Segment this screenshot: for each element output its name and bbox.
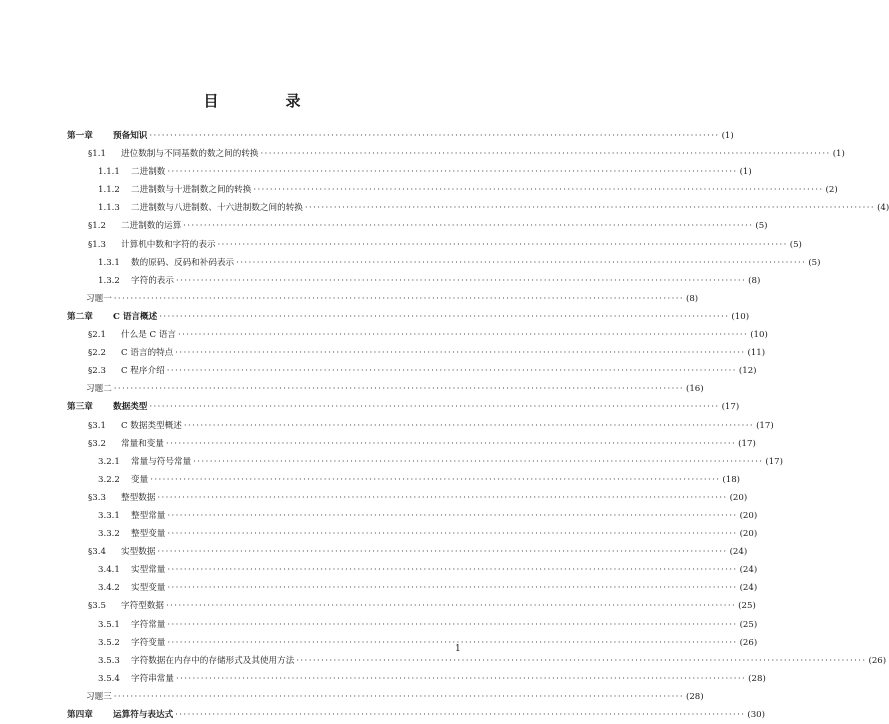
toc-entry-number: §3.2 xyxy=(88,438,106,449)
toc-entry-page: (24) xyxy=(739,565,758,576)
dot-leader xyxy=(175,706,745,724)
toc-entry-title: 数的原码、反码和补码表示 xyxy=(131,257,235,268)
dot-leader xyxy=(167,561,737,579)
dot-leader xyxy=(183,217,753,235)
toc-entry-page: (11) xyxy=(747,348,766,359)
toc-entry-page: (28) xyxy=(748,673,766,684)
toc-entry-title: 习题一 xyxy=(86,293,112,304)
toc-entry-number: §2.2 xyxy=(88,348,106,359)
toc-entry xyxy=(67,579,758,597)
toc-entry xyxy=(67,597,756,615)
toc-entry-title: 实型变量 xyxy=(131,583,166,594)
toc-entry xyxy=(67,453,784,471)
toc-entry-title: 计算机中数和字符的表示 xyxy=(121,239,216,250)
toc-entry-title: 字符的表示 xyxy=(131,275,174,286)
dot-leader xyxy=(176,272,746,290)
toc-entry xyxy=(67,181,838,199)
toc-entry xyxy=(67,706,766,724)
toc-entry xyxy=(67,652,887,670)
toc-entry xyxy=(67,199,889,217)
dot-leader xyxy=(114,380,684,398)
toc-entry-title: 字符变量 xyxy=(131,637,166,648)
toc-entry-title: 常量和变量 xyxy=(121,438,164,449)
toc-entry-title: 二进制数与八进制数、十六进制数之间的转换 xyxy=(131,203,303,214)
dot-leader xyxy=(167,163,737,181)
toc-entry-title: 字符串常量 xyxy=(131,673,174,684)
toc-entry-number: 3.5.4 xyxy=(98,673,120,684)
toc-entry xyxy=(67,254,821,272)
dot-leader xyxy=(218,236,788,254)
toc-entry-title: C 语言的特点 xyxy=(121,348,174,359)
dot-leader xyxy=(236,254,806,272)
toc-entry-title: 整型数据 xyxy=(121,492,156,503)
toc-entry-page: (8) xyxy=(748,275,761,286)
toc-entry-page: (24) xyxy=(729,547,748,558)
toc-entry-number: §1.1 xyxy=(88,149,106,160)
toc-entry-page: (24) xyxy=(739,583,758,594)
toc-entry-title: C 数据类型概述 xyxy=(121,420,182,431)
toc-entry-title: 变量 xyxy=(131,474,149,485)
dot-leader xyxy=(167,579,737,597)
toc-entry xyxy=(67,525,758,543)
toc-entry-page: (12) xyxy=(738,366,757,377)
toc-entry-page: (1) xyxy=(739,167,752,178)
toc-entry-title: 字符常量 xyxy=(131,619,166,630)
toc-entry-page: (10) xyxy=(731,311,750,322)
toc-entry-title: 预备知识 xyxy=(113,131,148,141)
toc-entry-number: 3.5.3 xyxy=(98,655,120,666)
dot-leader xyxy=(184,417,754,435)
toc-entry-number: §3.1 xyxy=(88,420,106,431)
toc-entry-page: (17) xyxy=(738,438,756,449)
toc-entry-page: (5) xyxy=(789,239,802,250)
toc-entry-title: 二进制数 xyxy=(131,167,166,178)
dot-leader xyxy=(114,290,684,308)
toc-entry xyxy=(67,217,768,235)
toc-entry-title: 常量与符号常量 xyxy=(131,456,192,467)
toc-entry xyxy=(67,163,752,181)
toc-entry-title: 数据类型 xyxy=(113,402,148,413)
toc-entry-page: (17) xyxy=(765,456,784,467)
toc-entry-number: §3.4 xyxy=(88,547,106,558)
dot-leader xyxy=(166,435,736,453)
toc-entry-page: (28) xyxy=(685,691,704,702)
toc-entry-number: 1.1.3 xyxy=(98,203,120,214)
toc-entry xyxy=(67,670,766,688)
dot-leader xyxy=(305,199,875,217)
toc-entry-number: 3.5.2 xyxy=(98,637,120,648)
dot-leader xyxy=(176,670,746,688)
toc-entry xyxy=(67,290,699,308)
dot-leader xyxy=(157,489,727,507)
toc-entry-number: 3.3.1 xyxy=(98,510,120,521)
dot-leader xyxy=(167,362,737,380)
dot-leader xyxy=(114,688,684,706)
toc-entry-number: 第三章 xyxy=(67,402,93,413)
toc-entry-page: (16) xyxy=(685,384,704,395)
dot-leader xyxy=(167,507,737,525)
dot-leader xyxy=(193,453,763,471)
toc-entry xyxy=(67,634,758,652)
toc-entry-title: 运算符与表达式 xyxy=(113,710,174,720)
toc-entry-title: C 程序介绍 xyxy=(121,366,165,377)
toc-entry xyxy=(67,561,758,579)
toc-entry-number: 1.1.1 xyxy=(98,167,120,178)
dot-leader xyxy=(261,145,831,163)
toc-entry-number: 1.1.2 xyxy=(98,185,120,196)
toc-entry xyxy=(67,688,704,706)
toc-entry-page: (20) xyxy=(739,529,758,540)
toc-entry-title: 进位数制与不同基数的数之间的转换 xyxy=(121,149,259,160)
toc-entry-number: §2.1 xyxy=(88,330,106,341)
dot-leader xyxy=(296,652,866,670)
toc-entry-title: 实型常量 xyxy=(131,565,166,576)
toc-entry-number: 1.3.2 xyxy=(98,275,120,286)
toc-entry-title: 整型常量 xyxy=(131,510,166,521)
toc-entry-title: 什么是 C 语言 xyxy=(121,330,177,341)
toc-entry-title: 整型变量 xyxy=(131,529,166,540)
toc-entry xyxy=(67,145,845,163)
toc-entry-page: (8) xyxy=(685,293,699,304)
table-of-contents xyxy=(67,127,889,724)
toc-entry xyxy=(67,417,774,435)
toc-entry-number: 第四章 xyxy=(67,710,93,720)
dot-leader xyxy=(175,344,745,362)
dot-leader xyxy=(253,181,823,199)
dot-leader xyxy=(167,616,737,634)
toc-entry-number: §3.3 xyxy=(88,492,106,503)
toc-entry xyxy=(67,380,704,398)
toc-entry xyxy=(67,398,740,416)
toc-entry-title: C 语言概述 xyxy=(113,311,158,322)
toc-entry-number: §2.3 xyxy=(88,366,106,377)
toc-entry-page: (5) xyxy=(808,257,821,268)
dot-leader xyxy=(157,543,727,561)
toc-entry-page: (20) xyxy=(729,492,748,503)
toc-entry-page: (1) xyxy=(721,131,734,141)
toc-entry-page: (17) xyxy=(756,420,774,431)
toc-entry-title: 二进制数的运算 xyxy=(121,221,182,232)
toc-entry xyxy=(67,236,802,254)
dot-leader xyxy=(149,398,719,416)
toc-entry-number: 3.5.1 xyxy=(98,619,120,630)
toc-entry-number: 3.4.1 xyxy=(98,565,120,576)
toc-entry-page: (25) xyxy=(739,619,758,630)
toc-entry-page: (4) xyxy=(877,203,889,214)
dot-leader xyxy=(150,471,720,489)
toc-entry-title: 习题三 xyxy=(86,691,112,702)
toc-entry xyxy=(67,308,750,326)
toc-entry xyxy=(67,127,734,145)
toc-entry-number: §3.5 xyxy=(88,601,106,612)
toc-entry xyxy=(67,616,758,634)
page-number: 1 xyxy=(455,644,461,654)
toc-entry-page: (5) xyxy=(755,221,768,232)
dot-leader xyxy=(167,525,737,543)
toc-entry-page: (10) xyxy=(750,330,768,341)
toc-entry-title: 二进制数与十进制数之间的转换 xyxy=(131,185,252,196)
dot-leader xyxy=(167,634,737,652)
toc-entry xyxy=(67,507,758,525)
toc-entry-page: (2) xyxy=(825,185,838,196)
dot-leader xyxy=(159,308,729,326)
toc-entry-number: 第一章 xyxy=(67,131,93,141)
toc-entry xyxy=(67,489,748,507)
toc-entry-number: §1.2 xyxy=(88,221,106,232)
toc-entry-page: (1) xyxy=(832,149,845,160)
toc-entry xyxy=(67,344,766,362)
toc-entry-number: §1.3 xyxy=(88,239,106,250)
page-title: 目 录 xyxy=(203,92,327,110)
toc-entry xyxy=(67,362,757,380)
dot-leader xyxy=(178,326,748,344)
dot-leader xyxy=(166,597,736,615)
toc-entry-number: 1.3.1 xyxy=(98,257,120,268)
toc-entry-title: 习题二 xyxy=(86,384,112,395)
toc-entry-page: (18) xyxy=(722,474,741,485)
toc-entry xyxy=(67,543,748,561)
toc-entry-number: 3.2.2 xyxy=(98,474,120,485)
toc-entry-page: (26) xyxy=(739,637,758,648)
toc-entry-number: 3.3.2 xyxy=(98,529,120,540)
toc-entry xyxy=(67,272,761,290)
toc-entry xyxy=(67,435,756,453)
toc-entry-page: (20) xyxy=(739,510,758,521)
dot-leader xyxy=(149,127,719,145)
toc-entry-title: 实型数据 xyxy=(121,547,156,558)
toc-entry-number: 3.4.2 xyxy=(98,583,120,594)
toc-entry-title: 字符型数据 xyxy=(121,601,164,612)
toc-entry-page: (26) xyxy=(868,655,887,666)
toc-entry-number: 3.2.1 xyxy=(98,456,120,467)
toc-entry xyxy=(67,471,741,489)
toc-entry-page: (30) xyxy=(747,710,766,720)
toc-entry-page: (25) xyxy=(738,601,756,612)
toc-entry-page: (17) xyxy=(721,402,740,413)
toc-entry xyxy=(67,326,768,344)
toc-entry-title: 字符数据在内存中的存储形式及其使用方法 xyxy=(131,655,295,666)
toc-entry-number: 第二章 xyxy=(67,311,93,322)
